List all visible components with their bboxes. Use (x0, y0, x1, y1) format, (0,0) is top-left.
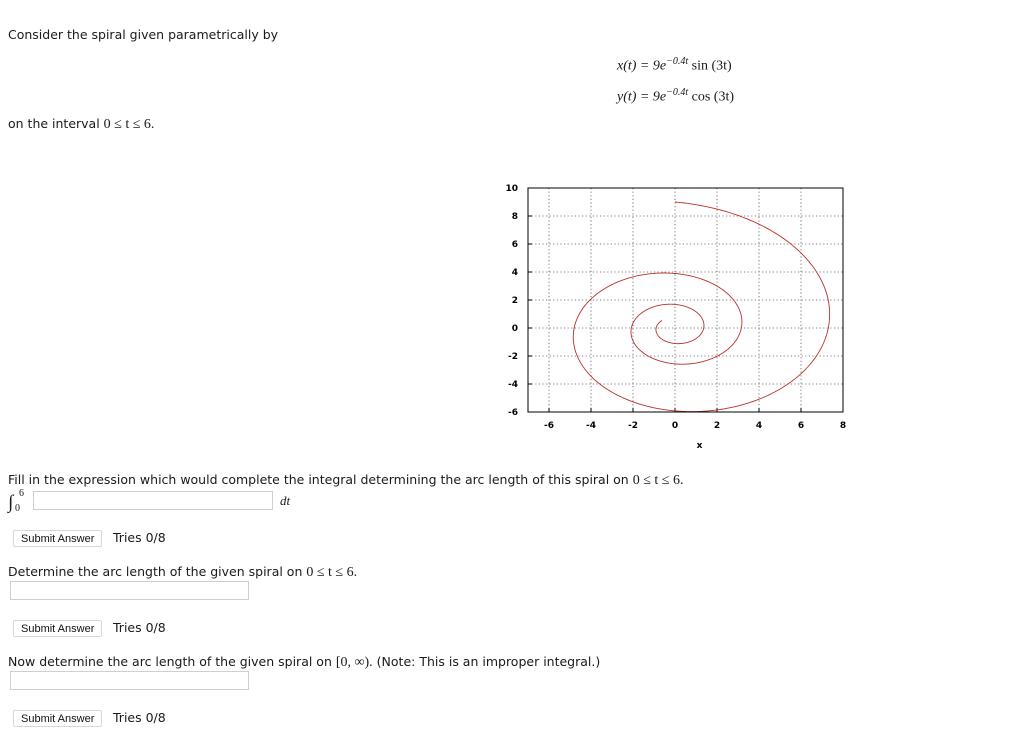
q2-submit-button[interactable]: Submit Answer (13, 620, 102, 637)
y-tick-label: 2 (511, 296, 518, 306)
spiral-plot (495, 178, 855, 458)
q2-answer-input[interactable] (10, 581, 249, 600)
equation-y-lhs: y(t) = 9e (617, 89, 667, 105)
equation-y-exponent: −0.4t (666, 87, 689, 98)
interval-line (8, 116, 154, 133)
q3-answer-input[interactable] (10, 671, 249, 690)
interval-expression: 0 ≤ t ≤ 6. (103, 117, 155, 132)
y-tick-label: 8 (511, 212, 518, 222)
equation-x-exponent: −0.4t (666, 56, 689, 67)
equation-y (617, 87, 734, 106)
integral-upper-limit: 6 (19, 488, 24, 499)
integral-sign: ∫ (8, 492, 14, 513)
y-tick-label: -6 (508, 408, 518, 418)
plot-ticks (505, 184, 846, 431)
q1-prompt-text: Fill in the expression which would complete the integral determining the arc length of this spiral on (8, 472, 629, 487)
x-tick-label: 6 (797, 421, 805, 431)
equation-x (617, 56, 732, 75)
y-tick-label: -2 (508, 352, 518, 362)
q2-prompt-text: Determine the arc length of the given spiral on (8, 564, 303, 579)
q3-submit-button[interactable]: Submit Answer (13, 710, 102, 727)
q1-tries: Tries 0/8 (113, 530, 166, 545)
q2-prompt (8, 564, 357, 581)
equation-y-rhs: cos (3t) (691, 89, 735, 105)
y-tick-label: 6 (511, 240, 518, 250)
interval-label: on the interval (8, 116, 100, 131)
q3-interval: [0, ∞). (335, 655, 373, 670)
integral-lower-limit: 0 (15, 503, 20, 514)
equation-x-lhs: x(t) = 9e (617, 58, 667, 74)
q1-submit-button[interactable]: Submit Answer (13, 530, 102, 547)
q1-prompt (8, 472, 683, 489)
x-axis-label: x (696, 441, 703, 451)
x-tick-label: 0 (671, 421, 679, 431)
x-tick-label: -4 (586, 421, 596, 431)
q1-interval: 0 ≤ t ≤ 6. (632, 473, 684, 488)
x-tick-label: 2 (713, 421, 721, 431)
q3-note: (Note: This is an improper integral.) (376, 654, 601, 669)
y-tick-label: 4 (511, 268, 518, 278)
spiral-curve (573, 202, 829, 412)
x-tick-label: -2 (628, 421, 638, 431)
q3-prompt-text: Now determine the arc length of the given spiral on (8, 654, 332, 669)
y-tick-label: -4 (508, 380, 518, 390)
q3-prompt (8, 654, 600, 671)
q1-integrand-input[interactable] (33, 491, 273, 510)
x-tick-label: -6 (544, 421, 554, 431)
x-tick-label: 8 (839, 421, 847, 431)
q2-tries: Tries 0/8 (113, 620, 166, 635)
x-tick-label: 4 (755, 421, 763, 431)
y-tick-label: 10 (505, 184, 518, 194)
q2-interval: 0 ≤ t ≤ 6. (306, 565, 358, 580)
intro-text: Consider the spiral given parametrically by (8, 27, 279, 42)
q1-dt: dt (280, 493, 291, 508)
q3-tries: Tries 0/8 (113, 710, 166, 725)
equation-x-rhs: sin (3t) (691, 58, 732, 74)
y-tick-label: 0 (511, 324, 518, 334)
